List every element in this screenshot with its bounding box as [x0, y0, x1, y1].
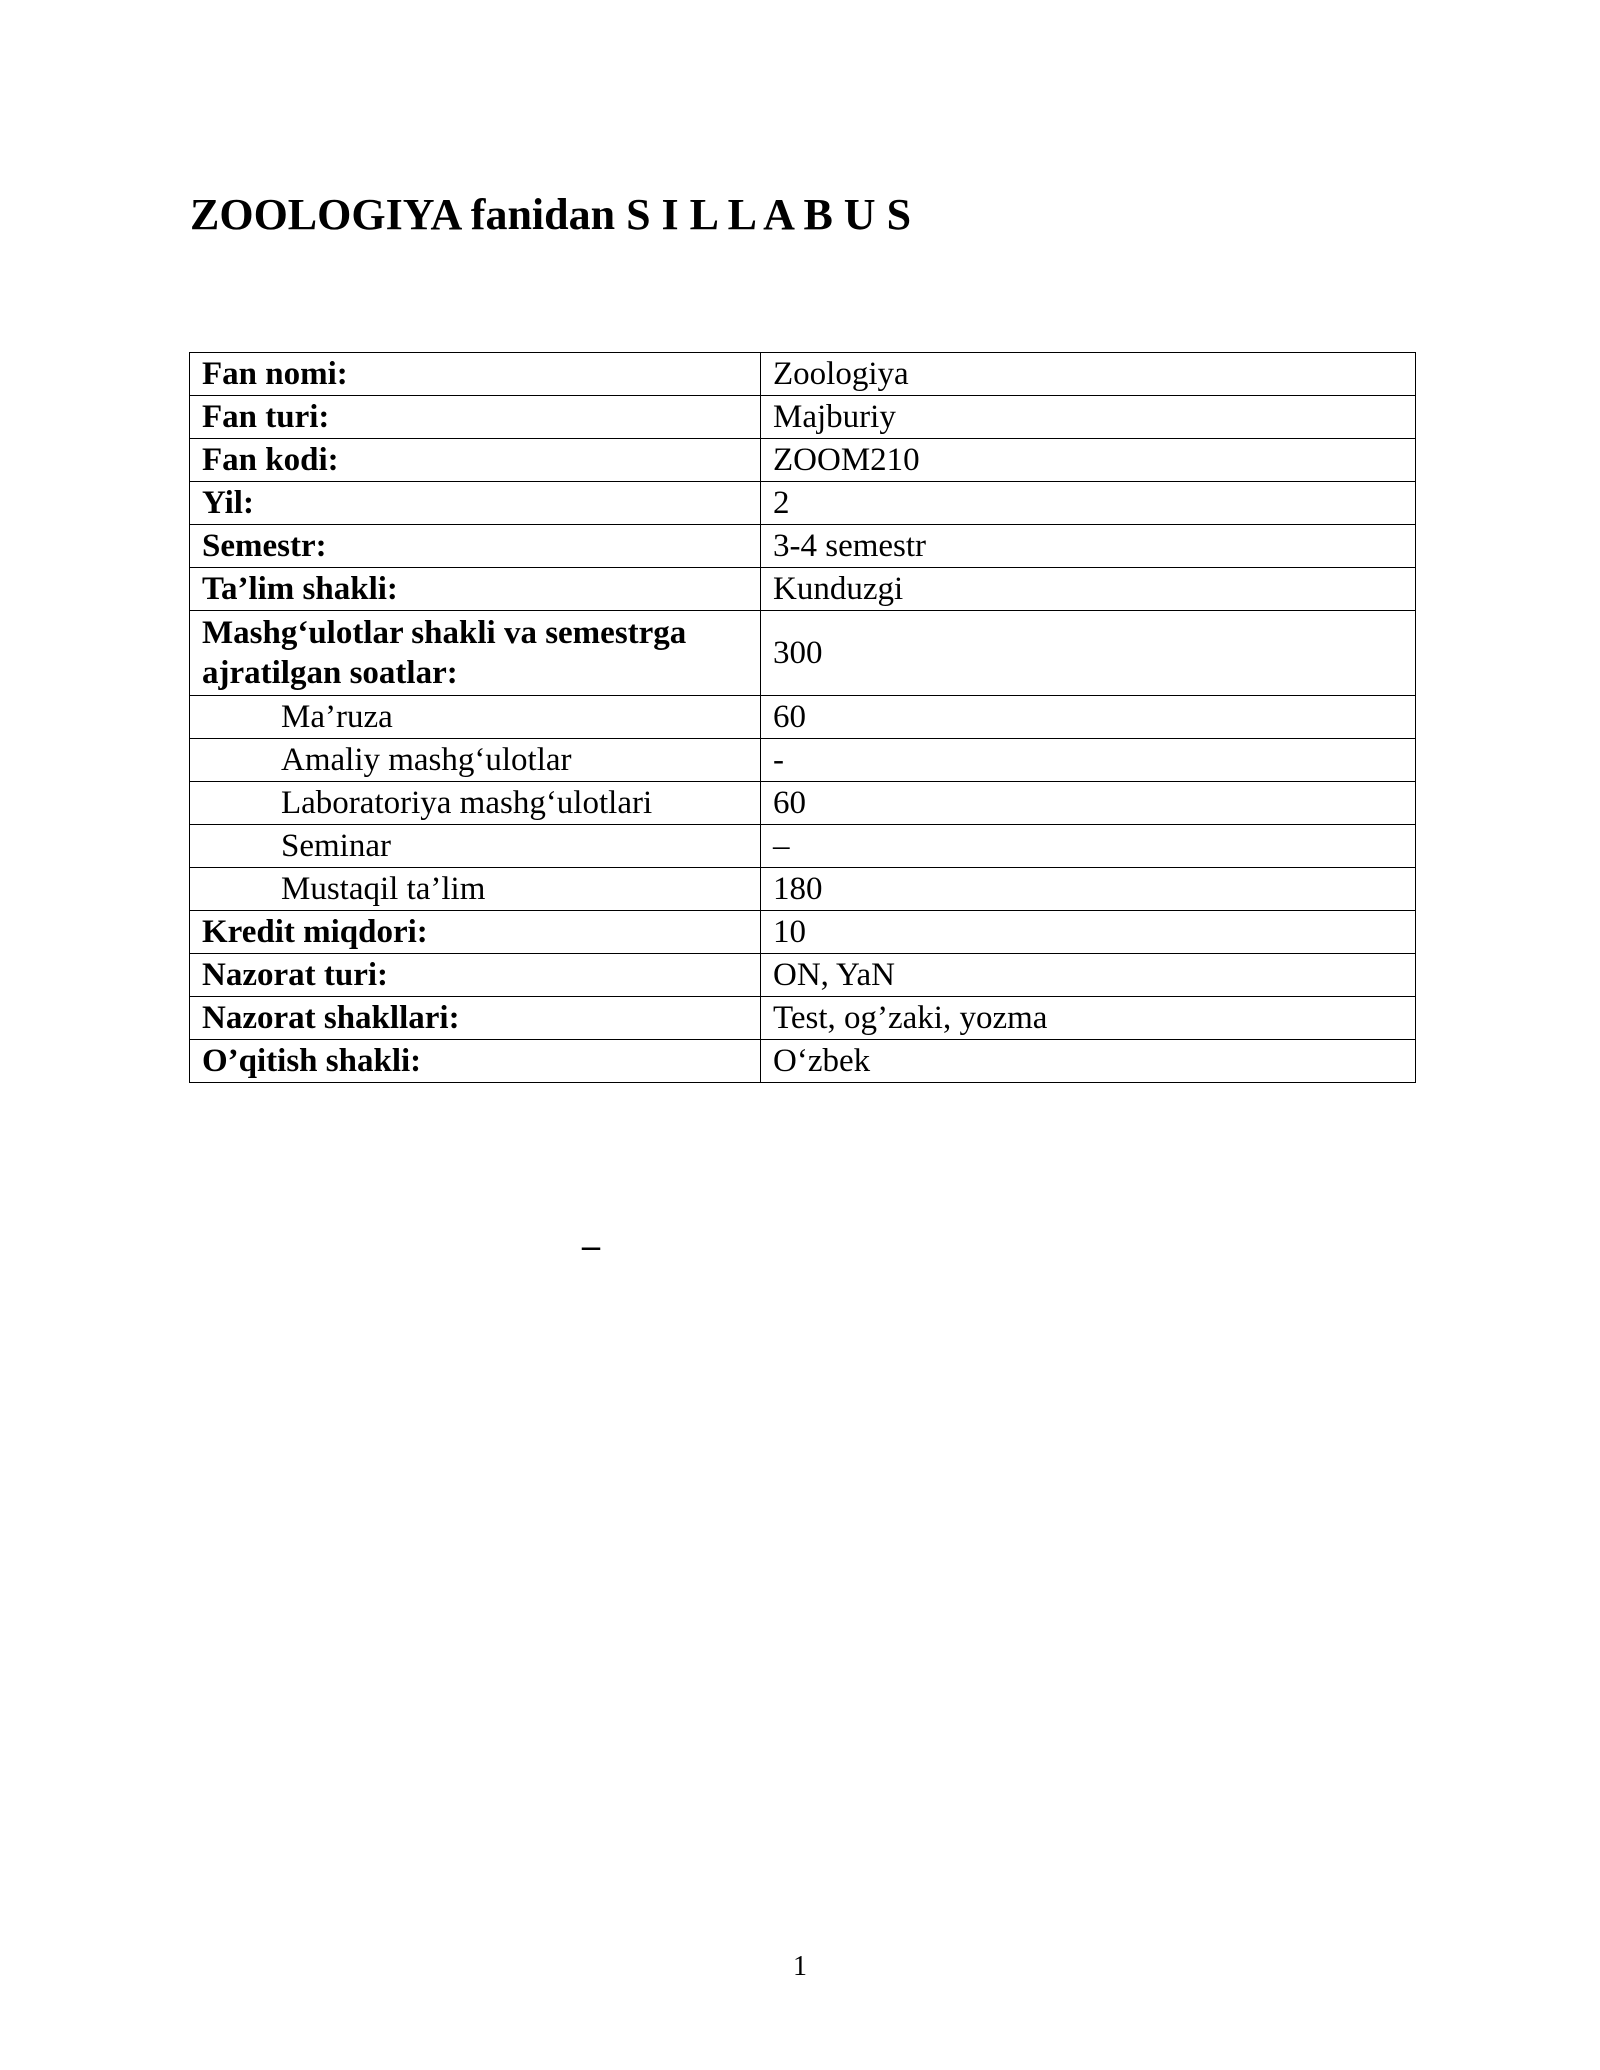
row-label: Semestr: — [190, 525, 761, 568]
table-row — [190, 782, 1416, 825]
table-row — [190, 353, 1416, 396]
row-value: Test, og’zaki, yozma — [761, 997, 1416, 1040]
row-value: ZOOM210 — [761, 439, 1416, 482]
table-row — [190, 396, 1416, 439]
row-value: 2 — [761, 482, 1416, 525]
table-row — [190, 825, 1416, 868]
table-row — [190, 1040, 1416, 1083]
row-value: Kunduzgi — [761, 568, 1416, 611]
row-label: Fan turi: — [190, 396, 761, 439]
table-row — [190, 739, 1416, 782]
row-label: O’qitish shakli: — [190, 1040, 761, 1083]
table-row — [190, 696, 1416, 739]
row-value: 3-4 semestr — [761, 525, 1416, 568]
row-value: – — [761, 825, 1416, 868]
row-label: Nazorat shakllari: — [190, 997, 761, 1040]
row-value: Zoologiya — [761, 353, 1416, 396]
table-row — [190, 868, 1416, 911]
row-value: - — [761, 739, 1416, 782]
row-value: O‘zbek — [761, 1040, 1416, 1083]
row-label: Yil: — [190, 482, 761, 525]
page-number: 1 — [793, 1951, 807, 1982]
row-value: 60 — [761, 782, 1416, 825]
stray-dash: – — [582, 1225, 600, 1265]
row-label: Seminar — [190, 825, 761, 868]
table-row — [190, 911, 1416, 954]
row-label: Kredit miqdori: — [190, 911, 761, 954]
row-label: Mashg‘ulotlar shakli va semestrga ajratilgan soatlar: — [190, 611, 761, 696]
row-value: ON, YaN — [761, 954, 1416, 997]
table-row — [190, 525, 1416, 568]
row-label: Amaliy mashg‘ulotlar — [190, 739, 761, 782]
row-value: 180 — [761, 868, 1416, 911]
row-label: Nazorat turi: — [190, 954, 761, 997]
row-value: 300 — [761, 611, 1416, 696]
table-row — [190, 611, 1416, 696]
table-row — [190, 482, 1416, 525]
row-label: Fan nomi: — [190, 353, 761, 396]
table-row — [190, 997, 1416, 1040]
row-value: 60 — [761, 696, 1416, 739]
row-label: Fan kodi: — [190, 439, 761, 482]
document-title: ZOOLOGIYA fanidan S I L L A B U S — [190, 190, 912, 239]
table-row — [190, 439, 1416, 482]
row-label: Ta’lim shakli: — [190, 568, 761, 611]
table-row — [190, 568, 1416, 611]
syllabus-table — [189, 352, 1416, 1083]
table-row — [190, 954, 1416, 997]
row-label: Ma’ruza — [190, 696, 761, 739]
row-label: Mustaqil ta’lim — [190, 868, 761, 911]
row-value: Majburiy — [761, 396, 1416, 439]
row-value: 10 — [761, 911, 1416, 954]
row-label: Laboratoriya mashg‘ulotlari — [190, 782, 761, 825]
